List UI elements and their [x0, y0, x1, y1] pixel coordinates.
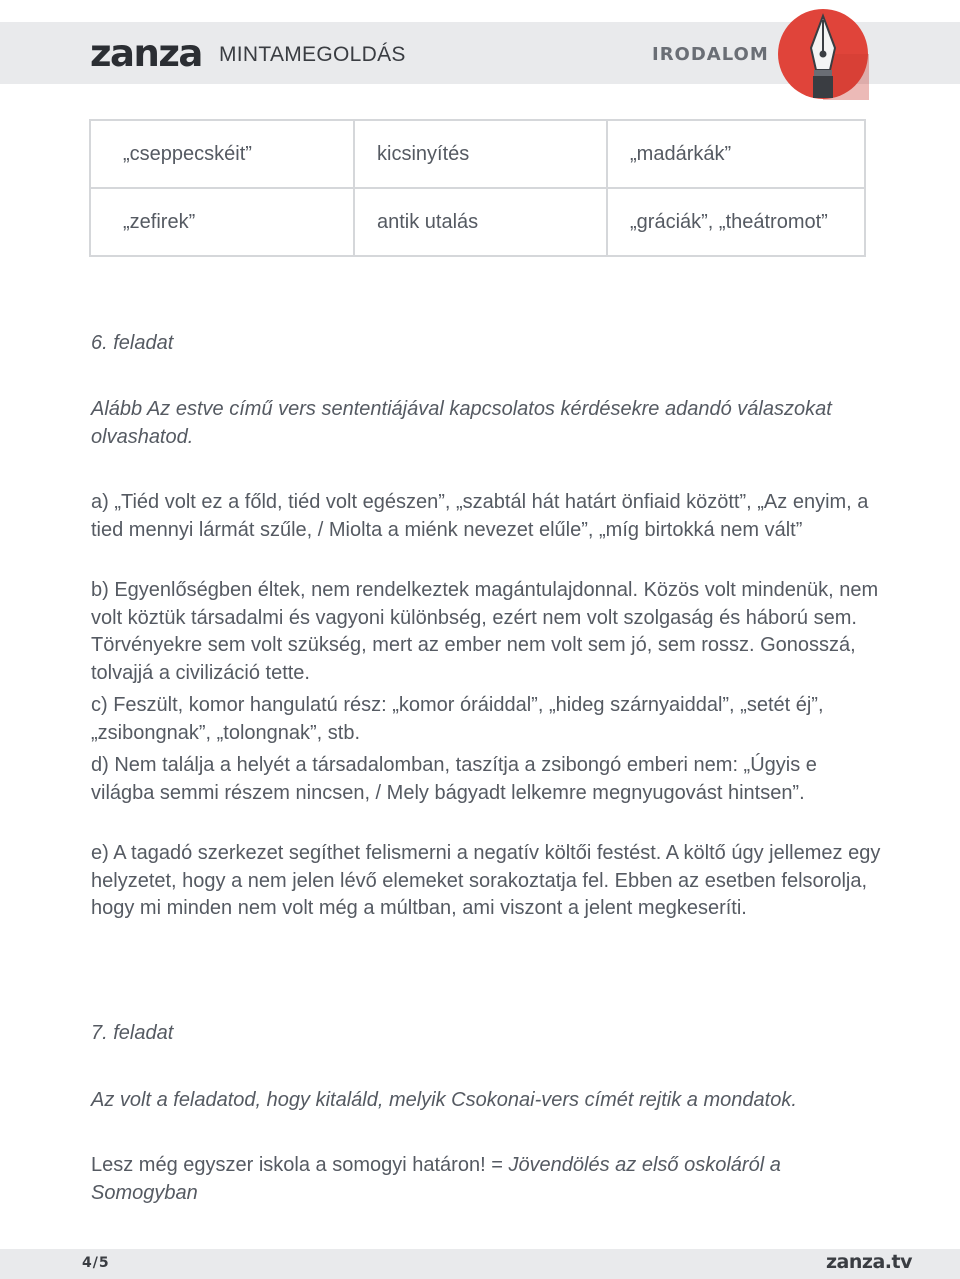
table-row — [90, 120, 865, 188]
task6-answer-a: a) „Tiéd volt ez a főld, tiéd volt egészen”, „szabtál hát határt önfiaid között”, „Az enyim, a tied mennyi lármát szűle, / Miolta a miénk nevezet elűle”, „míg birtokká nem vált” — [91, 491, 869, 541]
task6-answer-e: e) A tagadó szerkezet segíthet felismerni a negatív költői festést. A költő úgy jellemez egy helyzetet, hogy a nem jelen lévő elemeket sorakoztatja fel. Ebben az esetben felsorolja, hogy mi minden nem volt még a múltban, ami viszont a jelent megkeseríti. — [91, 842, 881, 919]
table-cell: antik utalás — [354, 188, 607, 256]
task7-answer — [91, 1152, 851, 1207]
table-cell: „gráciák”, „theátromot” — [607, 188, 865, 256]
task7-intro: Az volt a feladatod, hogy kitaláld, melyik Csokonai-vers címét rejtik a mondatok. — [91, 1089, 797, 1111]
table-row — [90, 188, 865, 256]
task6-answer-c: c) Feszült, komor hangulatú rész: „komor óráiddal”, „hideg szárnyaiddal”, „setét éj”, „zsibongnak”, „tolongnak”, stb. — [91, 694, 824, 744]
task6-intro: Alább Az estve című vers sententiájával kapcsolatos kérdésekre adandó válaszokat olvashatod. — [91, 398, 832, 448]
task7-answer-sentence: Lesz még egyszer iskola a somogyi határon! = — [91, 1154, 509, 1176]
table-cell: kicsinyítés — [354, 120, 607, 188]
table-cell: „madárkák” — [607, 120, 865, 188]
page-footer — [0, 1249, 960, 1279]
zanza-logo: zanza — [90, 32, 202, 75]
task6-answer-b: b) Egyenlőségben éltek, nem rendelkeztek magántulajdonnal. Közös volt mindenük, nem volt köztük társadalmi és vagyoni különbség, ezért nem volt szolgaság és háború sem. Törvényekre sem volt szükség, mert az ember nem volt sem jó, sem rossz. Gonosszá, tolvajjá a civilizáció tette. — [91, 579, 879, 684]
task7-title: 7. feladat — [91, 1022, 174, 1044]
task6-title: 6. feladat — [91, 332, 174, 354]
subject-label: IRODALOM — [652, 44, 769, 65]
answer-table — [89, 119, 866, 257]
document-type-label: MINTAMEGOLDÁS — [219, 43, 406, 66]
table-cell: „cseppecskéit” — [90, 120, 354, 188]
page-number: 4/5 — [82, 1255, 110, 1271]
footer-logo: zanza.tv — [826, 1251, 912, 1273]
task6-answer-d: d) Nem találja a helyét a társadalomban, taszítja a zsibongó emberi nem: „Úgyis e világba semmi részem nincsen, / Mely bágyadt lelkemre megnyugovást hintsen”. — [91, 754, 817, 804]
fountain-pen-nib-icon — [777, 8, 869, 100]
task7-answer-title: Jövendölés az első oskoláról a Somogyban — [91, 1154, 781, 1204]
table-cell: „zefirek” — [90, 188, 354, 256]
